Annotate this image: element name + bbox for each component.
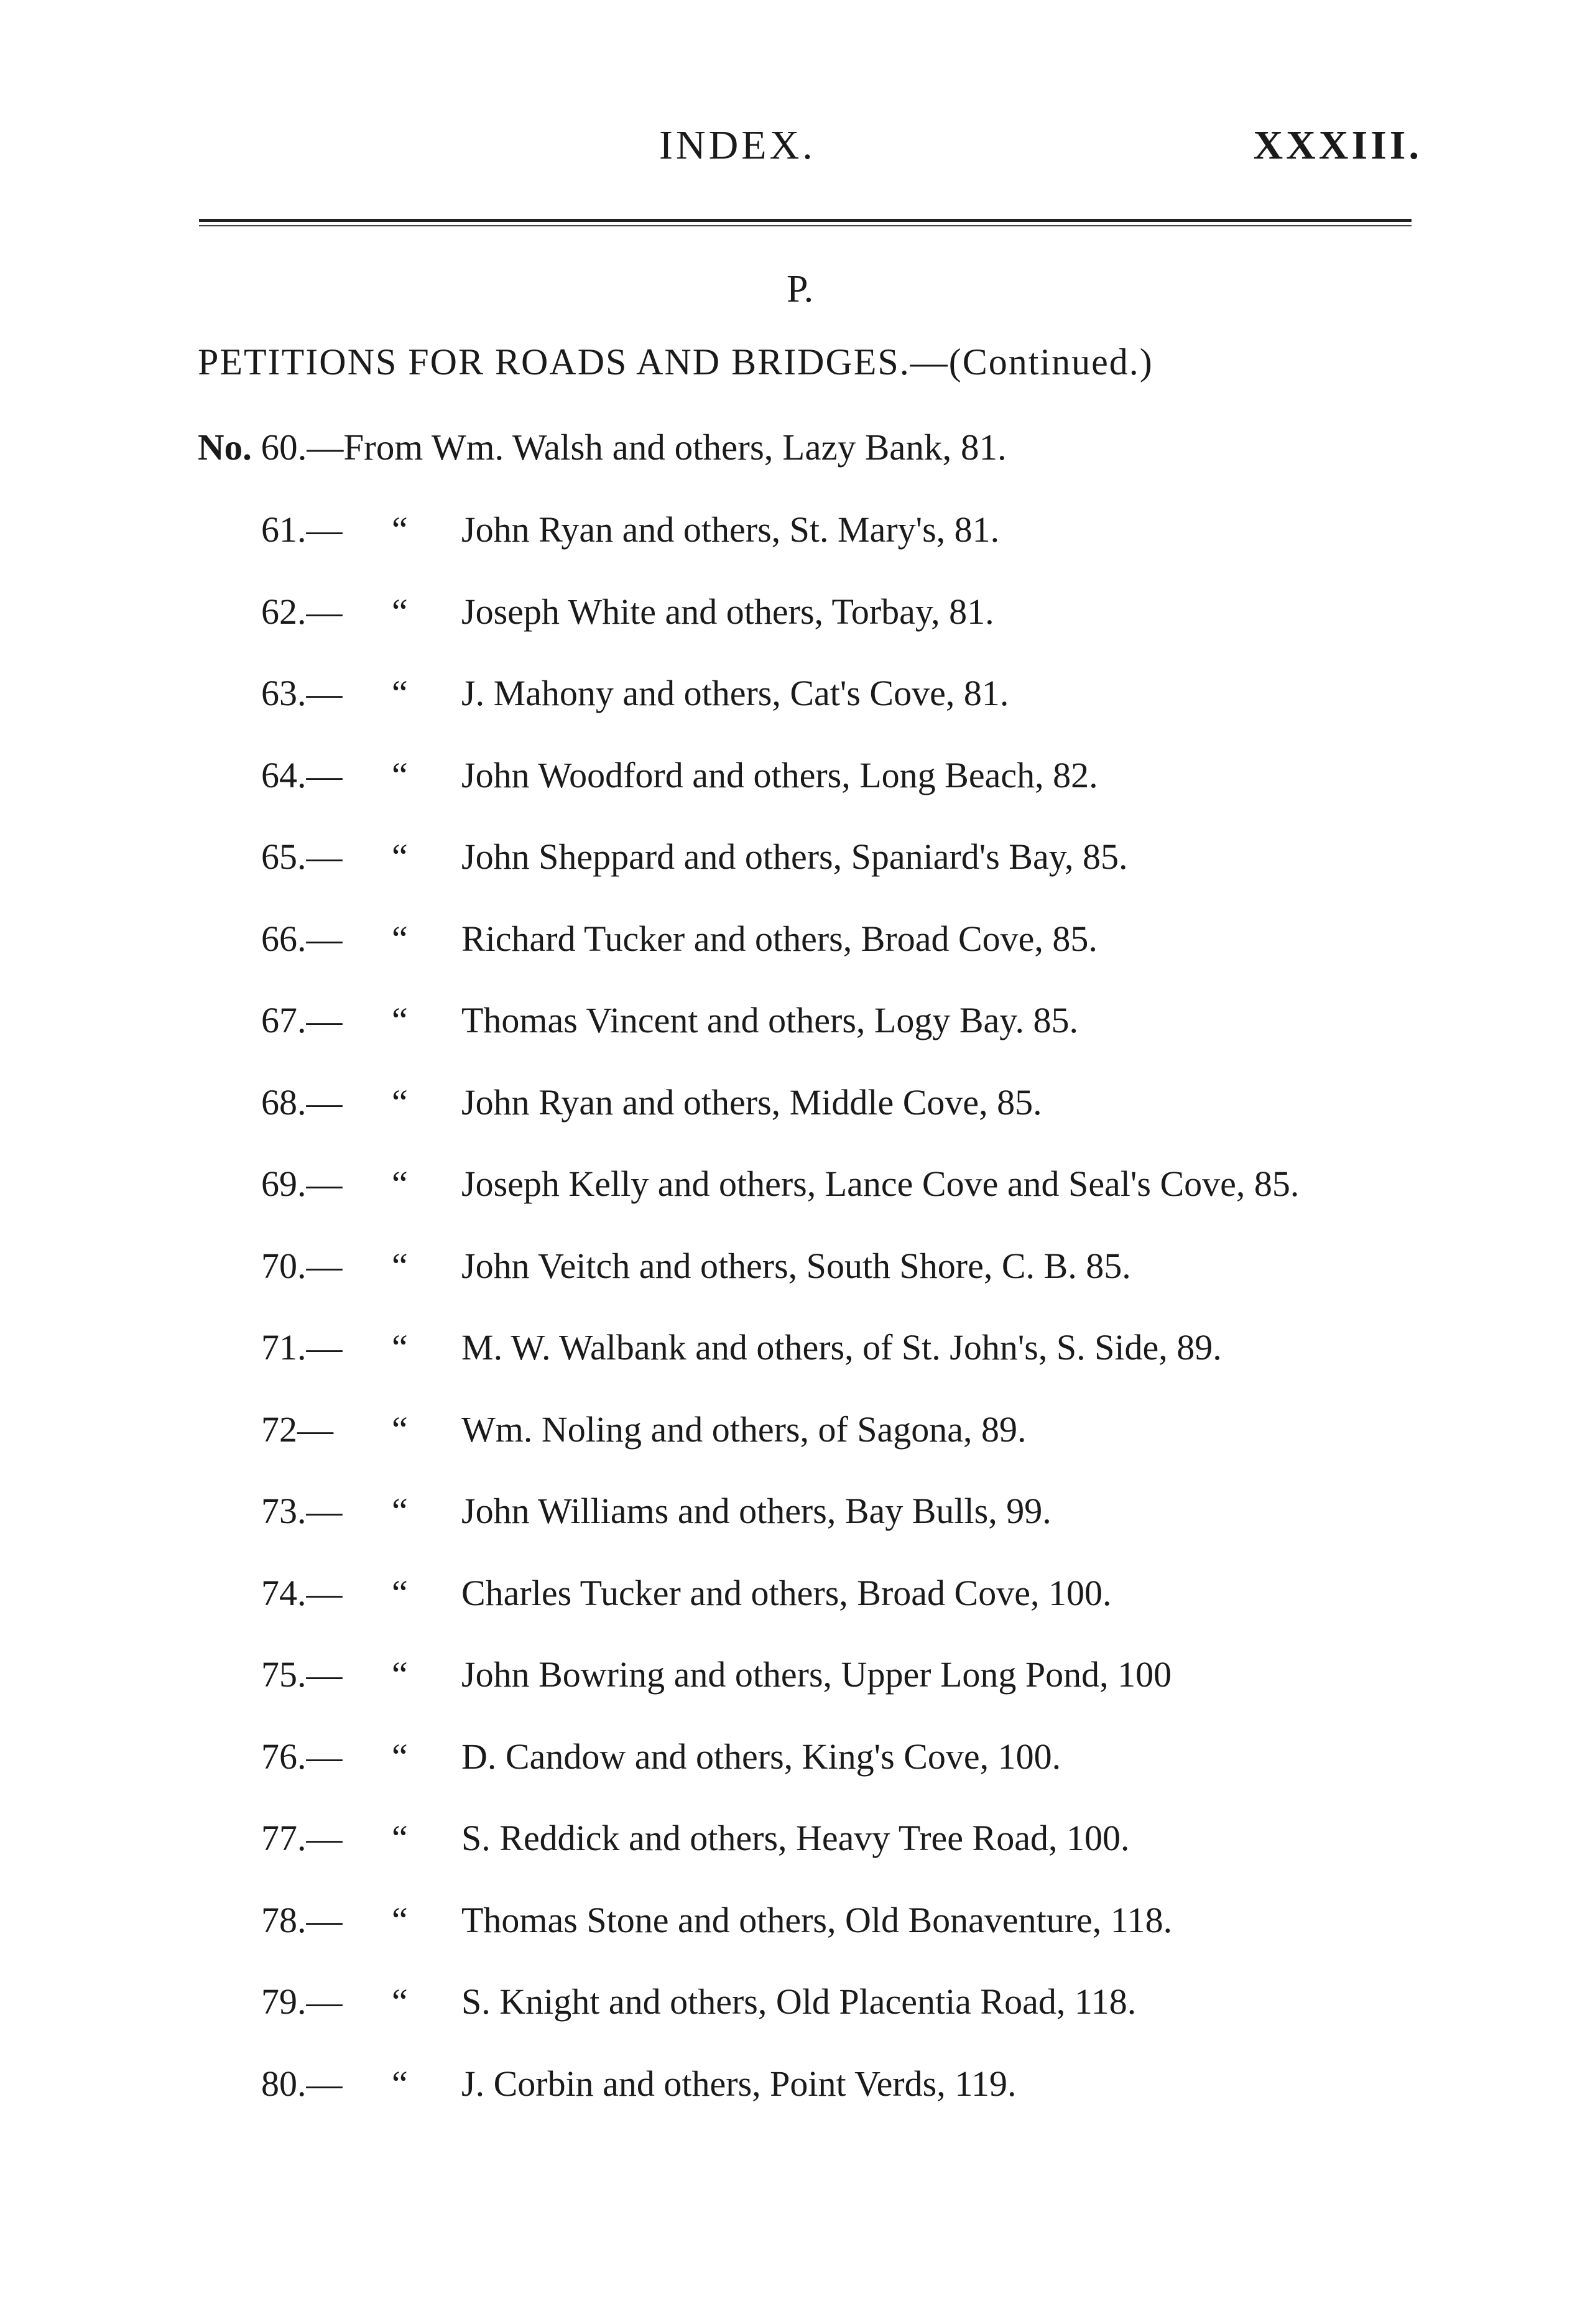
entry-number: 69.— [261, 1164, 343, 1204]
ditto-mark: “ [392, 509, 408, 550]
entry-number: 62.— [261, 591, 343, 632]
entry-text: S. Knight and others, Old Placentia Road, 118. [461, 1981, 1137, 2022]
entry-text: S. Reddick and others, Heavy Tree Road, 100. [461, 1818, 1130, 1858]
index-entry [0, 918, 1590, 961]
index-entry [0, 591, 1590, 634]
section-heading: PETITIONS FOR ROADS AND BRIDGES.—(Continued.) [198, 341, 1153, 382]
ditto-mark: “ [392, 1164, 408, 1204]
page-number: XXXIII. [1253, 123, 1422, 168]
entry-text: D. Candow and others, King's Cove, 100. [461, 1736, 1061, 1777]
index-entry [0, 1081, 1590, 1125]
index-entry [0, 1981, 1590, 2024]
entry-text: John Williams and others, Bay Bulls, 99. [461, 1491, 1052, 1531]
index-entry [0, 1817, 1590, 1861]
entry-text: Thomas Stone and others, Old Bonaventure, 118. [461, 1900, 1173, 1940]
ditto-mark: “ [392, 1818, 408, 1858]
index-entry-first [198, 426, 1007, 469]
index-entry [0, 1409, 1590, 1452]
ditto-mark: “ [392, 1409, 408, 1450]
index-entry [0, 672, 1590, 716]
running-title: INDEX. [659, 123, 816, 168]
entry-number: 64.— [261, 755, 343, 795]
index-entry [0, 1326, 1590, 1370]
entry-number: 76.— [261, 1736, 343, 1777]
entry-text: J. Mahony and others, Cat's Cove, 81. [461, 673, 1009, 713]
ditto-mark: “ [392, 1900, 408, 1940]
index-entry [0, 1245, 1590, 1289]
entry-number: 77.— [261, 1818, 343, 1858]
index-entry [0, 999, 1590, 1043]
index-entry [0, 1163, 1590, 1206]
ditto-mark: “ [392, 836, 408, 877]
ditto-mark: “ [392, 755, 408, 795]
ditto-mark: “ [392, 673, 408, 713]
ditto-mark: “ [392, 919, 408, 959]
ditto-mark: “ [392, 1082, 408, 1123]
entry-text: John Bowring and others, Upper Long Pond, 100 [461, 1654, 1172, 1695]
index-entry [0, 509, 1590, 552]
ditto-mark: “ [392, 1981, 408, 2022]
entry-text: Wm. Noling and others, of Sagona, 89. [461, 1409, 1027, 1450]
header-rule [199, 219, 1412, 222]
entry-number: 66.— [261, 919, 343, 959]
entry-number: 61.— [261, 509, 343, 550]
ditto-mark: “ [392, 1573, 408, 1613]
entry-number: 68.— [261, 1082, 343, 1123]
entry-number: 67.— [261, 1000, 343, 1040]
entry-number: 60.— [261, 427, 344, 468]
entry-number: 65.— [261, 836, 343, 877]
header-rule-thin [199, 225, 1412, 226]
index-entry [0, 1572, 1590, 1616]
ditto-mark: “ [392, 1736, 408, 1777]
index-entry [0, 2063, 1590, 2106]
entry-number: 79.— [261, 1981, 343, 2022]
entry-number: 74.— [261, 1573, 343, 1613]
section-letter: P. [787, 268, 814, 310]
entry-number: 73.— [261, 1491, 343, 1531]
ditto-mark: “ [392, 1000, 408, 1040]
entry-text: M. W. Walbank and others, of St. John's, S. Side, 89. [461, 1327, 1222, 1368]
index-entry [0, 1899, 1590, 1943]
index-entry [0, 1490, 1590, 1534]
index-entry [0, 1654, 1590, 1697]
index-entry [0, 836, 1590, 879]
entry-prefix: No. [198, 427, 252, 468]
entry-number: 63.— [261, 673, 343, 713]
ditto-mark: “ [392, 1246, 408, 1286]
entry-text: John Ryan and others, Middle Cove, 85. [461, 1082, 1042, 1123]
ditto-mark: “ [392, 1491, 408, 1531]
ditto-mark: “ [392, 1327, 408, 1368]
entry-number: 70.— [261, 1246, 343, 1286]
index-entry [0, 754, 1590, 798]
ditto-mark: “ [392, 1654, 408, 1695]
entry-text: Joseph Kelly and others, Lance Cove and Seal's Cove, 85. [461, 1164, 1300, 1204]
entry-number: 72— [261, 1409, 333, 1450]
ditto-mark: “ [392, 2063, 408, 2104]
index-entry [0, 1736, 1590, 1779]
entry-text: Richard Tucker and others, Broad Cove, 85. [461, 919, 1098, 959]
entry-text: John Woodford and others, Long Beach, 82. [461, 755, 1098, 795]
entry-number: 78.— [261, 1900, 343, 1940]
entry-text: John Veitch and others, South Shore, C. B. 85. [461, 1246, 1131, 1286]
entry-text: Joseph White and others, Torbay, 81. [461, 591, 994, 632]
entry-text: Thomas Vincent and others, Logy Bay. 85. [461, 1000, 1079, 1040]
entry-number: 80.— [261, 2063, 343, 2104]
entry-text: From Wm. Walsh and others, Lazy Bank, 81. [343, 427, 1007, 468]
entry-text: John Ryan and others, St. Mary's, 81. [461, 509, 1000, 550]
entry-number: 71.— [261, 1327, 343, 1368]
ditto-mark: “ [392, 591, 408, 632]
entry-text: J. Corbin and others, Point Verds, 119. [461, 2063, 1017, 2104]
entry-text: John Sheppard and others, Spaniard's Bay, 85. [461, 836, 1128, 877]
entry-text: Charles Tucker and others, Broad Cove, 100. [461, 1573, 1112, 1613]
entry-number: 75.— [261, 1654, 343, 1695]
